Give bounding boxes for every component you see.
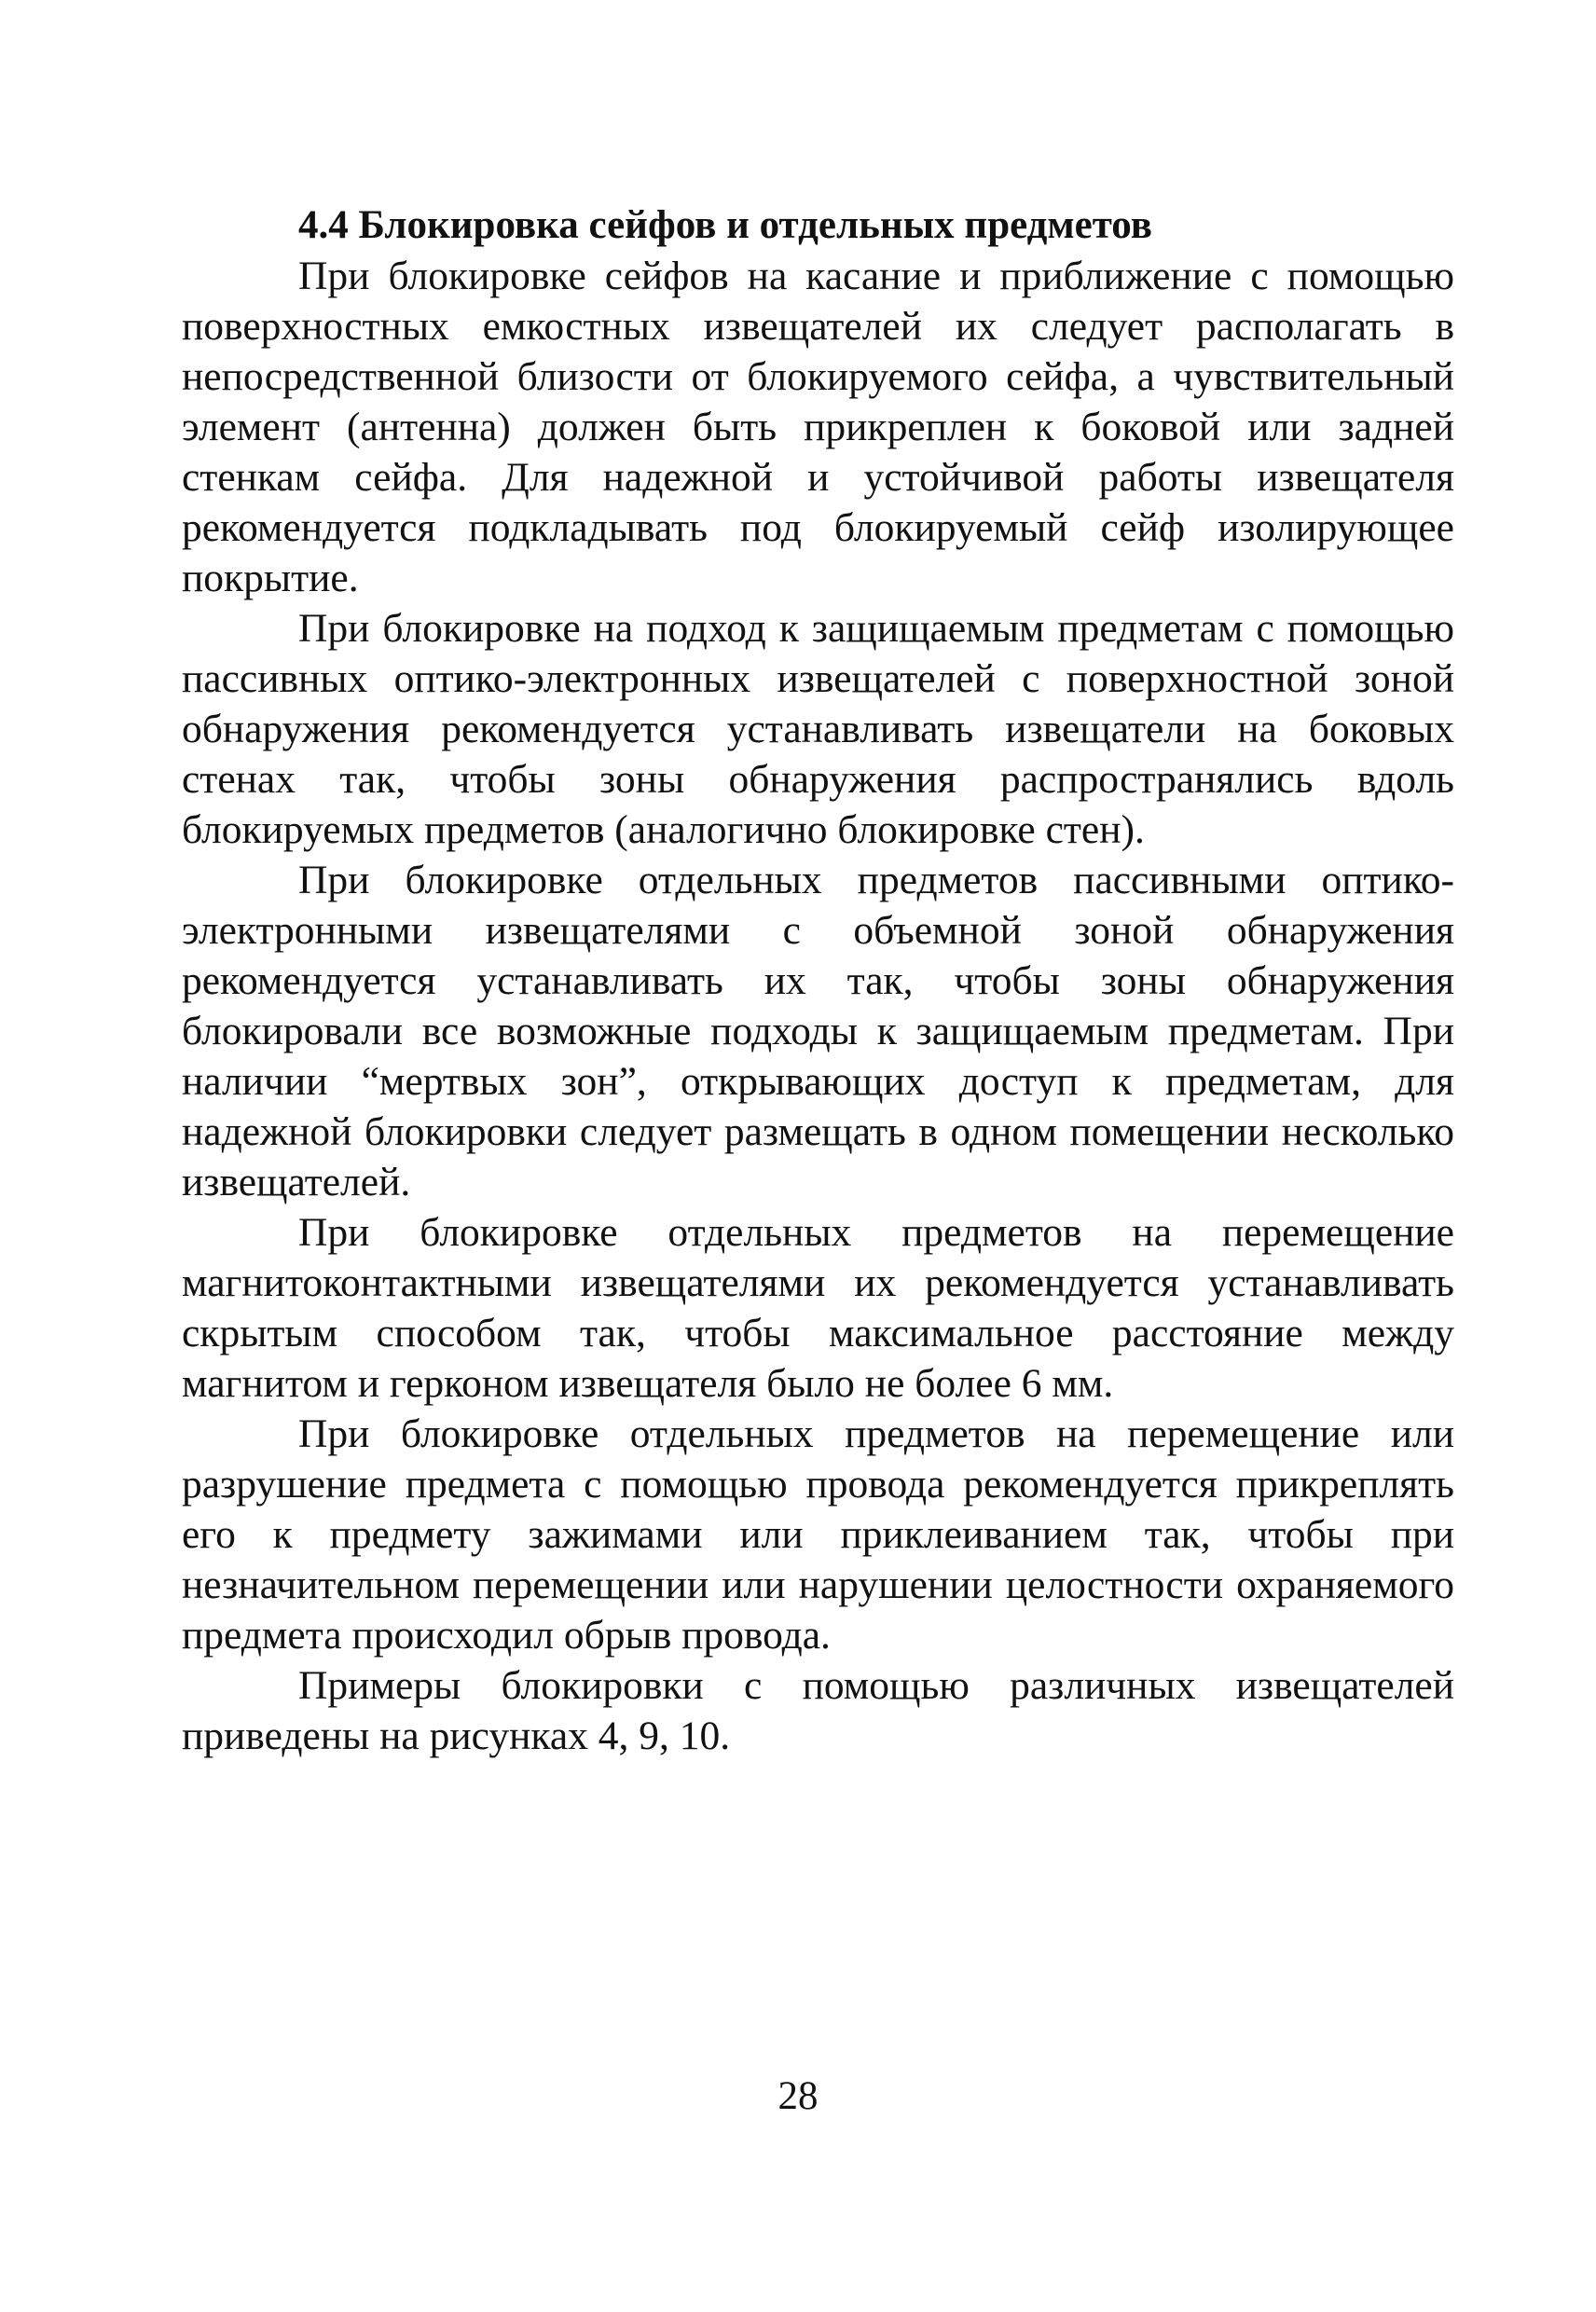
- paragraph-volumetric: При блокировке отдельных предметов пассивными оптико-электронными извещателями с объемной зоной обнаружения рекомендуется устанавливать их так, чтобы зоны обнаружения блокировали все возможные подходы к защищаемым предметам. При наличии “мертвых зон”, открывающих доступ к предметам, для надежной блокировки следует размещать в одном помещении несколько извещателей.: [182, 858, 1454, 1204]
- paragraph-examples: Примеры блокировки с помощью различных извещателей приведены на рисунках 4, 9, 10.: [182, 1663, 1454, 1758]
- paragraph-wire: При блокировке отдельных предметов на перемещение или разрушение предмета с помощью провода рекомендуется прикреплять его к предмету зажимами или приклеиванием так, чтобы при незначительном перемещении или нарушении целостности охраняемого предмета происходил обрыв провода.: [182, 1411, 1454, 1658]
- page-number: 28: [777, 2074, 819, 2118]
- paragraph-approach: При блокировке на подход к защищаемым предметам с помощью пассивных оптико-электронных извещателей с поверхностной зоной обнаружения рекомендуется устанавливать извещатели на боковых стенах так, чтобы зоны обнаружения распространялись вдоль блокируемых предметов (аналогично блокировке стен).: [182, 606, 1454, 852]
- section-heading: 4.4 Блокировка сейфов и отдельных предметов: [298, 203, 1152, 247]
- paragraph-magnetic: При блокировке отдельных предметов на перемещение магнитоконтактными извещателями их рекомендуется устанавливать скрытым способом так, чтобы максимальное расстояние между магнитом и герконом извещателя было не более 6 мм.: [182, 1210, 1454, 1406]
- page-content: [182, 200, 1454, 1761]
- paragraph-safes: При блокировке сейфов на касание и приближение с помощью поверхностных емкостных извещателей их следует располагать в непосредственной близости от блокируемого сейфа, а чувствительный элемент (антенна) должен быть прикреплен к боковой или задней стенкам сейфа. Для надежной и устойчивой работы извещателя рекомендуется подкладывать под блокируемый сейф изолирующее покрытие.: [182, 254, 1454, 600]
